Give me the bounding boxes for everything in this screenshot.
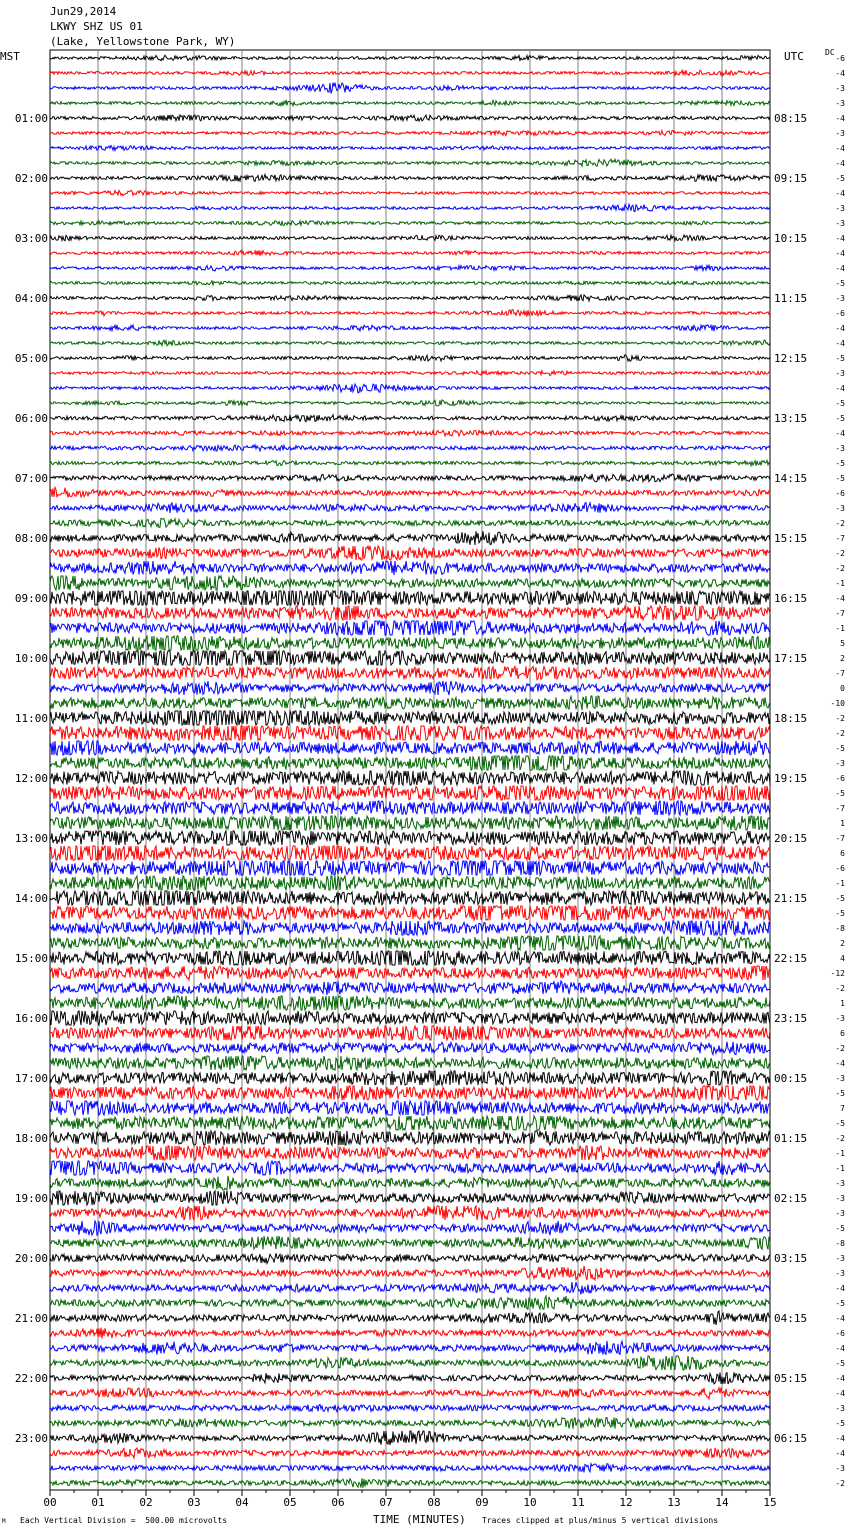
- trace-line: [50, 70, 770, 75]
- dc-offset-label: -4: [835, 159, 845, 168]
- left-hour-label: 12:00: [14, 772, 48, 785]
- left-hour-label: 13:00: [14, 832, 48, 845]
- x-tick-label: 02: [139, 1496, 153, 1509]
- dc-offset-label: -4: [835, 234, 845, 243]
- left-hour-label: 11:00: [14, 712, 48, 725]
- dc-offset-label: -1: [835, 579, 845, 588]
- dc-offset-label: 2: [840, 939, 845, 948]
- right-hour-label: 01:15: [774, 1132, 808, 1145]
- trace-line: [50, 771, 770, 785]
- trace-line: [50, 83, 770, 94]
- trace-line: [50, 1311, 770, 1325]
- trace-line: [50, 876, 770, 890]
- left-hour-label: 19:00: [14, 1192, 48, 1205]
- x-tick-label: 03: [187, 1496, 201, 1509]
- dc-offset-label: -5: [835, 1089, 845, 1098]
- dc-offset-label: -4: [835, 249, 845, 258]
- scale-note: Each Vertical Division = 500.00 microvolts: [20, 1516, 228, 1525]
- trace-line: [50, 1042, 770, 1055]
- trace-line: [50, 1417, 770, 1428]
- dc-offset-label: -3: [835, 1464, 845, 1473]
- dc-offset-label: -5: [835, 399, 845, 408]
- dc-offset-label: -3: [835, 369, 845, 378]
- trace-line: [50, 606, 770, 620]
- trace-line: [50, 235, 770, 241]
- left-hour-label: 23:00: [14, 1432, 48, 1445]
- trace-line: [50, 666, 770, 679]
- right-hour-label: 19:15: [774, 772, 808, 785]
- dc-offset-label: 0: [840, 684, 845, 693]
- dc-offset-label: -5: [835, 909, 845, 918]
- dc-offset-label: -5: [835, 1224, 845, 1233]
- dc-offset-label: -7: [835, 669, 845, 678]
- dc-offset-label: -5: [835, 1359, 845, 1368]
- dc-offset-label: -2: [835, 984, 845, 993]
- dc-offset-label: -3: [835, 99, 845, 108]
- dc-offset-label: -12: [830, 969, 845, 978]
- dc-offset-label: -4: [835, 384, 845, 393]
- dc-offset-label: -2: [835, 729, 845, 738]
- trace-line: [50, 1356, 770, 1370]
- dc-offset-label: -3: [835, 84, 845, 93]
- dc-offset-label: -5: [835, 744, 845, 753]
- dc-offset-label: -6: [835, 774, 845, 783]
- trace-line: [50, 966, 770, 980]
- trace-line: [50, 906, 770, 920]
- dc-offset-label: -4: [835, 324, 845, 333]
- dc-offset-label: -4: [835, 594, 845, 603]
- trace-line: [50, 146, 770, 151]
- trace-line: [50, 1266, 770, 1280]
- right-hour-label: 08:15: [774, 112, 808, 125]
- x-tick-label: 04: [235, 1496, 249, 1509]
- right-hour-label: 06:15: [774, 1432, 808, 1445]
- right-hour-label: 12:15: [774, 352, 808, 365]
- x-tick-label: 05: [283, 1496, 297, 1509]
- dc-offset-label: -8: [835, 924, 845, 933]
- left-hour-label: 02:00: [14, 172, 48, 185]
- trace-line: [50, 310, 770, 317]
- x-tick-label: 15: [763, 1496, 777, 1509]
- right-hour-label: 02:15: [774, 1192, 808, 1205]
- trace-line: [50, 415, 770, 422]
- trace-line: [50, 445, 770, 451]
- dc-offset-label: -5: [835, 1419, 845, 1428]
- dc-offset-label: -3: [835, 204, 845, 213]
- trace-line: [50, 951, 770, 965]
- left-hour-label: 03:00: [14, 232, 48, 245]
- trace-line: [50, 1296, 770, 1309]
- right-hour-label: 20:15: [774, 832, 808, 845]
- dc-offset-label: -3: [835, 1404, 845, 1413]
- trace-line: [50, 1026, 770, 1040]
- dc-offset-label: 1: [840, 999, 845, 1008]
- trace-line: [50, 503, 770, 513]
- dc-offset-label: -3: [835, 1269, 845, 1278]
- dc-offset-label: -8: [835, 1239, 845, 1248]
- dc-offset-label: -4: [835, 189, 845, 198]
- trace-line: [50, 1086, 770, 1100]
- dc-offset-label: -3: [835, 1209, 845, 1218]
- trace-line: [50, 636, 770, 650]
- trace-line: [50, 1431, 770, 1445]
- left-hour-label: 15:00: [14, 952, 48, 965]
- left-hour-label: 10:00: [14, 652, 48, 665]
- x-tick-label: 08: [427, 1496, 441, 1509]
- x-tick-label: 09: [475, 1496, 489, 1509]
- left-timezone-label: MST: [0, 50, 20, 63]
- dc-offset-label: -5: [835, 1119, 845, 1128]
- dc-offset-label: 2: [840, 654, 845, 663]
- left-hour-label: 22:00: [14, 1372, 48, 1385]
- trace-line: [50, 531, 770, 545]
- trace-line: [50, 355, 770, 361]
- clip-note: Traces clipped at plus/minus 5 vertical divisions: [482, 1516, 719, 1525]
- dc-offset-label: -5: [835, 459, 845, 468]
- right-hour-label: 04:15: [774, 1312, 808, 1325]
- dc-offset-label: -5: [835, 354, 845, 363]
- dc-offset-label: -4: [835, 1389, 845, 1398]
- dc-offset-label: -7: [835, 609, 845, 618]
- dc-offset-label: 4: [840, 954, 845, 963]
- dc-offset-label: -6: [835, 864, 845, 873]
- trace-line: [50, 430, 770, 436]
- left-hour-label: 06:00: [14, 412, 48, 425]
- right-hour-label: 09:15: [774, 172, 808, 185]
- trace-line: [50, 1206, 770, 1220]
- trace-line: [50, 1236, 770, 1250]
- dc-offset-label: -3: [835, 129, 845, 138]
- dc-offset-label: -10: [830, 699, 845, 708]
- dc-offset-label: 6: [840, 1029, 845, 1038]
- left-hour-label: 21:00: [14, 1312, 48, 1325]
- trace-line: [50, 295, 770, 301]
- dc-offset-label: -2: [835, 714, 845, 723]
- dc-offset-label: -6: [835, 489, 845, 498]
- trace-line: [50, 1056, 770, 1070]
- dc-offset-label: 5: [840, 639, 845, 648]
- trace-line: [50, 159, 770, 166]
- trace-line: [50, 115, 770, 121]
- trace-line: [50, 1146, 770, 1160]
- dc-offset-label: -2: [835, 1044, 845, 1053]
- right-hour-label: 21:15: [774, 892, 808, 905]
- dc-offset-label: -4: [835, 1434, 845, 1443]
- trace-line: [50, 1191, 770, 1205]
- right-hour-label: 03:15: [774, 1252, 808, 1265]
- dc-offset-label: -4: [835, 1374, 845, 1383]
- trace-line: [50, 371, 770, 376]
- trace-line: [50, 801, 770, 815]
- trace-line: [50, 891, 770, 905]
- right-timezone-label: UTC: [784, 50, 804, 63]
- trace-line: [50, 816, 770, 830]
- trace-line: [50, 100, 770, 106]
- trace-line: [50, 1161, 770, 1175]
- dc-offset-label: -4: [835, 1314, 845, 1323]
- dc-offset-label: -3: [835, 1194, 845, 1203]
- right-hour-label: 17:15: [774, 652, 808, 665]
- dc-offset-label: 7: [840, 1104, 845, 1113]
- trace-line: [50, 384, 770, 393]
- trace-line: [50, 204, 770, 211]
- trace-line: [50, 651, 770, 665]
- left-hour-label: 18:00: [14, 1132, 48, 1145]
- trace-line: [50, 1253, 770, 1263]
- trace-line: [50, 711, 770, 725]
- trace-line: [50, 1341, 770, 1355]
- dc-offset-label: -6: [835, 54, 845, 63]
- dc-offset-label: -5: [835, 414, 845, 423]
- dc-offset-label: -4: [835, 1449, 845, 1458]
- trace-line: [50, 190, 770, 195]
- trace-line: [50, 265, 770, 271]
- dc-offset-label: -3: [835, 759, 845, 768]
- dc-offset-label: -7: [835, 534, 845, 543]
- x-tick-label: 10: [523, 1496, 537, 1509]
- trace-line: [50, 131, 770, 136]
- dc-offset-label: -3: [835, 1014, 845, 1023]
- dc-offset-label: -4: [835, 429, 845, 438]
- dc-offset-label: -6: [835, 1329, 845, 1338]
- trace-line: [50, 1071, 770, 1085]
- trace-line: [50, 576, 770, 590]
- trace-line: [50, 221, 770, 226]
- trace-line: [50, 487, 770, 497]
- dc-offset-label: -4: [835, 339, 845, 348]
- left-hour-label: 09:00: [14, 592, 48, 605]
- dc-offset-label: -7: [835, 804, 845, 813]
- trace-line: [50, 696, 770, 710]
- right-hour-label: 14:15: [774, 472, 808, 485]
- dc-offset-label: -4: [835, 114, 845, 123]
- dc-offset-label: -2: [835, 1134, 845, 1143]
- x-tick-label: 07: [379, 1496, 393, 1509]
- x-tick-label: 00: [43, 1496, 57, 1509]
- x-tick-label: 11: [571, 1496, 585, 1509]
- trace-line: [50, 681, 770, 695]
- trace-line: [50, 546, 770, 560]
- trace-line: [50, 55, 770, 60]
- dc-offset-label: 1: [840, 819, 845, 828]
- trace-line: [50, 831, 770, 845]
- dc-label: DC: [825, 48, 835, 57]
- dc-offset-label: -2: [835, 549, 845, 558]
- trace-line: [50, 936, 770, 950]
- x-tick-label: 14: [715, 1496, 729, 1509]
- trace-line: [50, 1116, 770, 1130]
- dc-offset-label: -5: [835, 1299, 845, 1308]
- dc-offset-label: -2: [835, 564, 845, 573]
- right-hour-label: 13:15: [774, 412, 808, 425]
- station-location: (Lake, Yellowstone Park, WY): [50, 35, 236, 48]
- trace-line: [50, 281, 770, 285]
- right-hour-label: 00:15: [774, 1072, 808, 1085]
- trace-line: [50, 1101, 770, 1115]
- trace-line: [50, 518, 770, 527]
- dc-offset-label: -5: [835, 894, 845, 903]
- trace-line: [50, 1464, 770, 1473]
- trace-line: [50, 861, 770, 875]
- dc-offset-label: -5: [835, 279, 845, 288]
- left-hour-label: 05:00: [14, 352, 48, 365]
- trace-line: [50, 741, 770, 755]
- trace-line: [50, 996, 770, 1010]
- dc-offset-label: -2: [835, 519, 845, 528]
- dc-offset-label: -4: [835, 264, 845, 273]
- right-hour-label: 15:15: [774, 532, 808, 545]
- left-hour-label: 07:00: [14, 472, 48, 485]
- trace-line: [50, 561, 770, 575]
- station-code: LKWY SHZ US 01: [50, 20, 143, 33]
- trace-line: [50, 1328, 770, 1339]
- dc-offset-label: -4: [835, 1059, 845, 1068]
- x-tick-label: 06: [331, 1496, 345, 1509]
- left-hour-label: 01:00: [14, 112, 48, 125]
- dc-offset-label: -6: [835, 309, 845, 318]
- footer-mark: M: [2, 1518, 6, 1525]
- dc-offset-label: -5: [835, 789, 845, 798]
- trace-line: [50, 325, 770, 331]
- x-tick-label: 13: [667, 1496, 681, 1509]
- dc-offset-label: -1: [835, 1149, 845, 1158]
- trace-line: [50, 756, 770, 770]
- dc-offset-label: -3: [835, 1179, 845, 1188]
- dc-offset-label: -1: [835, 624, 845, 633]
- left-hour-label: 08:00: [14, 532, 48, 545]
- trace-line: [50, 175, 770, 182]
- right-hour-label: 23:15: [774, 1012, 808, 1025]
- trace-line: [50, 1388, 770, 1399]
- trace-line: [50, 726, 770, 740]
- right-hour-label: 16:15: [774, 592, 808, 605]
- dc-offset-label: -3: [835, 504, 845, 513]
- trace-line: [50, 981, 770, 995]
- dc-offset-label: -5: [835, 474, 845, 483]
- x-axis-title: TIME (MINUTES): [373, 1513, 466, 1526]
- trace-line: [50, 1131, 770, 1145]
- dc-offset-label: -4: [835, 1284, 845, 1293]
- trace-line: [50, 591, 770, 605]
- dc-offset-label: -1: [835, 1164, 845, 1173]
- trace-line: [50, 474, 770, 482]
- dc-offset-label: -3: [835, 1074, 845, 1083]
- trace-line: [50, 1221, 770, 1235]
- x-tick-label: 12: [619, 1496, 633, 1509]
- dc-offset-label: -3: [835, 294, 845, 303]
- dc-offset-label: -4: [835, 1344, 845, 1353]
- record-date: Jun29,2014: [50, 5, 117, 18]
- left-hour-label: 04:00: [14, 292, 48, 305]
- left-hour-label: 17:00: [14, 1072, 48, 1085]
- trace-line: [50, 1404, 770, 1411]
- trace-line: [50, 340, 770, 346]
- right-hour-label: 18:15: [774, 712, 808, 725]
- x-tick-label: 01: [91, 1496, 105, 1509]
- trace-line: [50, 1282, 770, 1294]
- dc-offset-label: -5: [835, 174, 845, 183]
- trace-line: [50, 460, 770, 465]
- trace-line: [50, 400, 770, 406]
- right-hour-label: 10:15: [774, 232, 808, 245]
- trace-line: [50, 786, 770, 800]
- dc-offset-label: -2: [835, 1479, 845, 1488]
- right-hour-label: 11:15: [774, 292, 808, 305]
- right-hour-label: 22:15: [774, 952, 808, 965]
- trace-line: [50, 1011, 770, 1025]
- dc-offset-label: -3: [835, 1254, 845, 1263]
- dc-offset-label: -4: [835, 144, 845, 153]
- trace-line: [50, 1448, 770, 1458]
- trace-line: [50, 250, 770, 256]
- dc-offset-label: -3: [835, 219, 845, 228]
- trace-line: [50, 1478, 770, 1488]
- left-hour-label: 16:00: [14, 1012, 48, 1025]
- trace-line: [50, 1372, 770, 1384]
- left-hour-label: 20:00: [14, 1252, 48, 1265]
- trace-line: [50, 621, 770, 635]
- dc-offset-label: -3: [835, 444, 845, 453]
- dc-offset-label: 6: [840, 849, 845, 858]
- dc-offset-label: -7: [835, 834, 845, 843]
- dc-offset-label: -1: [835, 879, 845, 888]
- trace-line: [50, 921, 770, 935]
- trace-line: [50, 1176, 770, 1190]
- left-hour-label: 14:00: [14, 892, 48, 905]
- right-hour-label: 05:15: [774, 1372, 808, 1385]
- dc-offset-label: -4: [835, 69, 845, 78]
- trace-line: [50, 846, 770, 860]
